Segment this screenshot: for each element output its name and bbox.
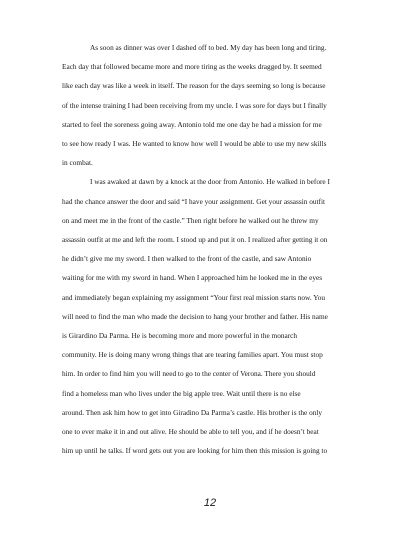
text-line: like each day was like a week in itself. The reason for the days seeming so long is because [62,81,326,91]
text-line: is Girardino Da Parma. He is becoming more and more powerful in the monarch [62,331,298,341]
text-line: one to ever make it in and out alive. He should be able to tell you, and if he doesn’t beat [62,427,319,437]
text-line: of the intense training I had been receiving from my uncle. I was sore for days but I finally [62,100,327,110]
text-line: Each day that followed became more and more tiring as the weeks dragged by. It seemed [62,62,322,72]
text-line: him. In order to find him you will need to go to the center of Verona. There you should [62,369,316,379]
text-line: on and meet me in the front of the castle.” Then right before he walked out he threw my [62,215,319,225]
text-line: him up until he talks. If word gets out you are looking for him then this mission is going to [62,446,328,456]
text-line: to see how ready I was. He wanted to know how well I would be able to use my new skills [62,139,327,149]
text-line: find a homeless man who lives under the big apple tree. Wait until there is no else [62,388,301,398]
text-line: he didn’t give me my sword. I then walked to the front of the castle, and saw Antonio [62,254,312,264]
text-line: waiting for me with my sword in hand. When I approached him he looked me in the eyes [62,273,323,283]
text-line: assassin outfit at me and left the room. I stood up and put it on. I realized after getting it on [62,235,328,245]
paragraph-2 [62,172,362,460]
text-line: will need to find the man who made the decision to hang your brother and father. His name [62,311,328,321]
text-line: and immediately began explaining my assignment “Your first real mission starts now. You [62,292,326,302]
text-line: had the chance answer the door and said “I have your assignment. Get your assassin outfit [62,196,326,206]
text-line: started to feel the soreness going away. Antonio told me one day he had a mission for me [62,119,322,129]
text-line: I was awaked at dawn by a knock at the door from Antonio. He walked in before I [90,177,330,187]
text-line: around. Then ask him how to get into Giradino Da Parma’s castle. His brother is the only [62,407,323,417]
page-number: 12 [203,497,217,509]
text-line: As soon as dinner was over I dashed off to bed. My day has been long and tiring. [90,43,327,52]
text-line: in combat. [62,158,93,168]
paragraph-1 [62,38,362,172]
body-text [62,38,362,460]
text-line: community. He is doing many wrong things that are tearing families apart. You must stop [62,350,323,360]
